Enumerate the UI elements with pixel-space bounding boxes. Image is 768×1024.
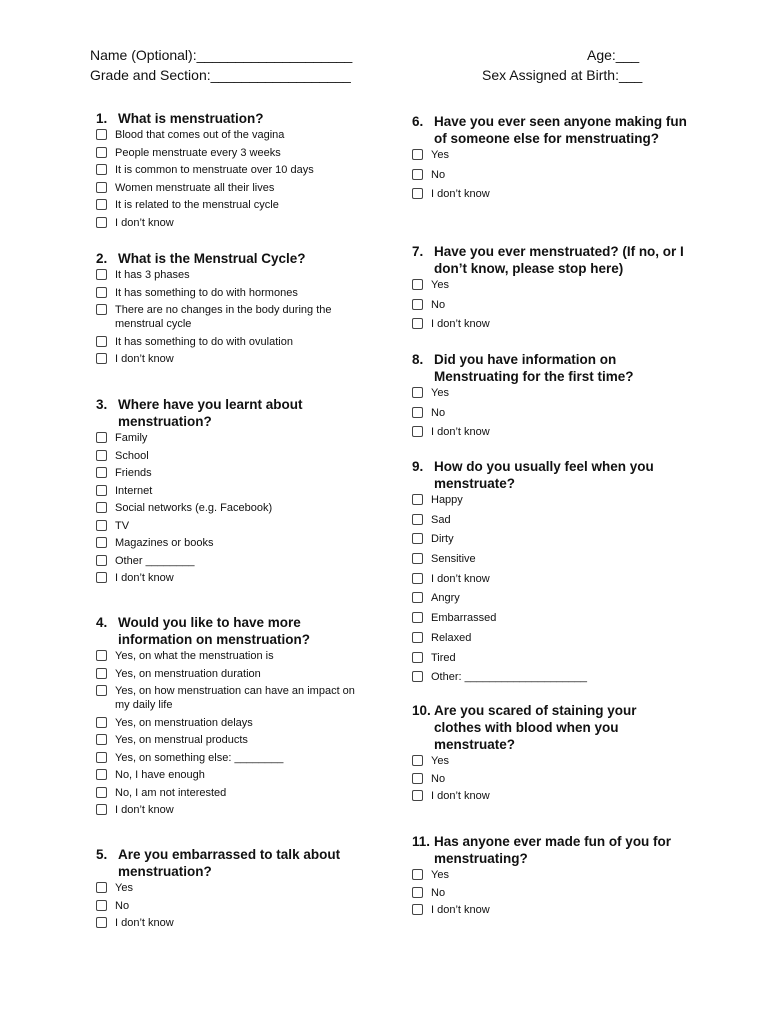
option-label: Yes [431, 279, 449, 291]
option-label: I don’t know [115, 216, 174, 229]
question-number: 10. [412, 703, 431, 718]
option-label: Sad [431, 513, 451, 526]
option-label: Yes [431, 869, 449, 881]
question-number: 5. [96, 847, 108, 862]
answer-option[interactable] [412, 552, 672, 566]
question-11-title [412, 833, 692, 867]
checkbox[interactable] [412, 904, 423, 915]
checkbox[interactable] [96, 269, 107, 280]
option-label: No [431, 886, 446, 899]
option-label: Internet [115, 484, 153, 497]
option-label: I don’t know [431, 572, 490, 585]
answer-option[interactable] [96, 716, 366, 730]
question-5 [96, 846, 366, 934]
question-4-options [96, 649, 366, 817]
checkbox[interactable] [412, 773, 423, 784]
checkbox[interactable] [96, 502, 107, 513]
answer-option[interactable] [96, 751, 366, 765]
option-label: Other ________ [115, 554, 195, 567]
option-label: Yes [115, 882, 133, 894]
answer-option[interactable] [96, 449, 336, 463]
option-label: TV [115, 519, 130, 532]
option-label: Dirty [431, 533, 454, 546]
answer-option[interactable] [412, 513, 672, 527]
option-label: School [115, 449, 149, 462]
question-1-options [96, 128, 376, 230]
question-10-options [412, 754, 662, 803]
question-7-options [412, 278, 687, 331]
answer-option[interactable] [412, 168, 687, 182]
checkbox[interactable] [412, 790, 423, 801]
option-label: No, I am not interested [115, 786, 227, 799]
option-label: I don’t know [431, 318, 490, 330]
option-label: No [431, 298, 446, 311]
option-label: No [431, 168, 446, 181]
answer-option[interactable] [96, 519, 336, 533]
age-field[interactable]: Age:___ [587, 47, 640, 63]
answer-option[interactable] [96, 484, 336, 498]
checkbox[interactable] [96, 650, 107, 661]
question-4 [96, 614, 366, 821]
question-text: What is the Menstrual Cycle? [118, 251, 306, 266]
checkbox[interactable] [412, 279, 423, 290]
checkbox[interactable] [96, 336, 107, 347]
question-text: Where have you learnt about menstruation? [118, 397, 303, 429]
answer-option[interactable] [412, 903, 692, 917]
checkbox[interactable] [96, 182, 107, 193]
question-2-title [96, 250, 366, 267]
question-5-title [96, 846, 366, 880]
question-number: 11. [412, 834, 431, 849]
question-5-options [96, 881, 366, 930]
answer-option[interactable] [96, 536, 336, 550]
question-7-title [412, 243, 687, 277]
question-10-title [412, 702, 662, 753]
checkbox[interactable] [412, 387, 423, 398]
answer-option[interactable] [96, 554, 336, 568]
answer-option[interactable] [96, 916, 366, 930]
question-text: Would you like to have more information on menstruation? [118, 615, 310, 647]
answer-option[interactable] [96, 146, 376, 160]
question-number: 3. [96, 397, 108, 412]
answer-option[interactable] [412, 868, 692, 882]
checkbox[interactable] [412, 671, 423, 682]
option-label: Angry [431, 592, 460, 605]
option-label: Yes [431, 755, 449, 767]
checkbox[interactable] [412, 573, 423, 584]
answer-option[interactable] [412, 591, 672, 605]
question-8-options [412, 386, 662, 439]
option-label: I don’t know [115, 353, 174, 365]
answer-option[interactable] [412, 298, 687, 312]
question-text: Are you embarrassed to talk about menstruation? [118, 847, 341, 879]
checkbox[interactable] [96, 882, 107, 893]
question-4-title [96, 614, 366, 648]
checkbox[interactable] [412, 149, 423, 160]
checkbox[interactable] [96, 287, 107, 298]
name-field[interactable]: Name (Optional):____________________ [90, 47, 353, 63]
checkbox[interactable] [96, 752, 107, 763]
question-text: Are you scared of staining your clothes with blood when you menstruate? [434, 703, 637, 752]
option-label: No [115, 899, 130, 912]
option-label: Yes, on how menstruation can have an impact on my daily life [115, 685, 355, 711]
option-label: Happy [431, 494, 463, 506]
answer-option[interactable] [96, 786, 366, 800]
option-label: Yes, on menstruation delays [115, 716, 253, 729]
option-label: Magazines or books [115, 537, 214, 549]
question-6-title [412, 113, 687, 147]
checkbox[interactable] [96, 450, 107, 461]
question-text: How do you usually feel when you menstruate? [434, 459, 654, 491]
checkbox[interactable] [96, 787, 107, 798]
option-label: It has something to do with hormones [115, 286, 298, 299]
question-1 [96, 110, 376, 233]
question-7 [412, 243, 687, 337]
checkbox[interactable] [412, 299, 423, 310]
question-3-options [96, 431, 336, 585]
answer-option[interactable] [412, 493, 672, 507]
answer-option[interactable] [412, 278, 687, 292]
option-label: Women menstruate all their lives [115, 181, 275, 194]
checkbox[interactable] [96, 217, 107, 228]
checkbox[interactable] [96, 917, 107, 928]
checkbox[interactable] [412, 533, 423, 544]
option-label: It has 3 phases [115, 269, 190, 281]
question-10 [412, 702, 662, 807]
question-number: 6. [412, 114, 424, 129]
option-label: I don’t know [431, 188, 490, 200]
option-label: Yes, on menstruation duration [115, 667, 261, 680]
answer-option[interactable] [412, 651, 672, 665]
checkbox[interactable] [96, 668, 107, 679]
answer-option[interactable] [96, 352, 366, 366]
checkbox[interactable] [96, 520, 107, 531]
answer-option[interactable] [96, 181, 376, 195]
option-label: Family [115, 432, 148, 444]
option-label: Other: ____________________ [431, 671, 587, 684]
answer-option[interactable] [96, 163, 376, 177]
answer-option[interactable] [96, 571, 336, 585]
answer-option[interactable] [412, 789, 662, 803]
question-text: Has anyone ever made fun of you for menstruating? [434, 834, 672, 866]
checkbox[interactable] [96, 572, 107, 583]
answer-option[interactable] [96, 431, 336, 445]
answer-option[interactable] [412, 317, 687, 331]
checkbox[interactable] [96, 555, 107, 566]
checkbox[interactable] [412, 612, 423, 623]
answer-option[interactable] [96, 128, 376, 142]
answer-option[interactable] [412, 611, 672, 625]
question-3 [96, 396, 336, 589]
answer-option[interactable] [96, 881, 366, 895]
question-6 [412, 113, 687, 207]
question-9-options [412, 493, 672, 684]
checkbox[interactable] [412, 592, 423, 603]
answer-option[interactable] [96, 501, 336, 515]
option-label: Yes [431, 149, 449, 161]
option-label: It has something to do with ovulation [115, 335, 293, 348]
option-label: It is common to menstruate over 10 days [115, 164, 314, 176]
answer-option[interactable] [96, 335, 366, 349]
checkbox[interactable] [96, 353, 107, 364]
option-label: No, I have enough [115, 769, 205, 781]
answer-option[interactable] [96, 466, 336, 480]
question-1-title [96, 110, 376, 127]
checkbox[interactable] [412, 887, 423, 898]
answer-option[interactable] [96, 803, 366, 817]
question-text: Have you ever menstruated? (If no, or I don’t know, please stop here) [434, 244, 684, 276]
question-8-title [412, 351, 662, 385]
checkbox[interactable] [412, 755, 423, 766]
question-2 [96, 250, 366, 370]
question-number: 2. [96, 251, 108, 266]
option-label: It is related to the menstrual cycle [115, 199, 279, 211]
question-6-options [412, 148, 687, 201]
option-label: There are no changes in the body during the menstrual cycle [115, 304, 332, 330]
question-text: What is menstruation? [118, 111, 264, 126]
option-label: No [431, 772, 446, 785]
checkbox[interactable] [96, 717, 107, 728]
answer-option[interactable] [96, 768, 366, 782]
question-text: Did you have information on Menstruating for the first time? [434, 352, 634, 384]
checkbox[interactable] [96, 199, 107, 210]
answer-option[interactable] [412, 631, 672, 645]
option-label: I don’t know [115, 917, 174, 929]
answer-option[interactable] [96, 684, 366, 712]
answer-option[interactable] [96, 268, 366, 282]
answer-option[interactable] [412, 886, 692, 900]
question-number: 9. [412, 459, 424, 474]
option-label: People menstruate every 3 weeks [115, 146, 281, 159]
checkbox[interactable] [96, 164, 107, 175]
checkbox[interactable] [412, 426, 423, 437]
checkbox[interactable] [96, 304, 107, 315]
option-label: I don’t know [431, 790, 490, 802]
checkbox[interactable] [96, 147, 107, 158]
checkbox[interactable] [96, 432, 107, 443]
answer-option[interactable] [412, 670, 672, 684]
question-number: 8. [412, 352, 424, 367]
answer-option[interactable] [96, 733, 366, 747]
checkbox[interactable] [96, 467, 107, 478]
grade-section-field[interactable]: Grade and Section:__________________ [90, 67, 351, 83]
question-3-title [96, 396, 336, 430]
checkbox[interactable] [96, 485, 107, 496]
option-label: Yes, on what the menstruation is [115, 650, 274, 662]
sex-at-birth-field[interactable]: Sex Assigned at Birth:___ [482, 67, 643, 83]
question-11 [412, 833, 692, 921]
option-label: Yes, on menstrual products [115, 734, 248, 746]
checkbox[interactable] [96, 769, 107, 780]
answer-option[interactable] [412, 572, 672, 586]
option-label: Sensitive [431, 553, 476, 566]
answer-option[interactable] [412, 425, 662, 439]
question-9-title [412, 458, 672, 492]
option-label: I don’t know [115, 572, 174, 584]
answer-option[interactable] [96, 667, 366, 681]
answer-option[interactable] [412, 386, 662, 400]
answer-option[interactable] [96, 899, 366, 913]
checkbox[interactable] [412, 188, 423, 199]
question-8 [412, 351, 662, 445]
question-9 [412, 458, 672, 690]
checkbox[interactable] [412, 514, 423, 525]
option-label: Embarrassed [431, 612, 497, 625]
option-label: Relaxed [431, 631, 472, 644]
question-text: Have you ever seen anyone making fun of someone else for menstruating? [434, 114, 687, 146]
question-number: 4. [96, 615, 108, 630]
question-11-options [412, 868, 692, 917]
answer-option[interactable] [96, 286, 366, 300]
answer-option[interactable] [412, 406, 662, 420]
option-label: I don’t know [115, 804, 174, 816]
checkbox[interactable] [412, 553, 423, 564]
answer-option[interactable] [412, 772, 662, 786]
checkbox[interactable] [96, 734, 107, 745]
option-label: Yes, on something else: ________ [115, 751, 284, 764]
checkbox[interactable] [96, 685, 107, 696]
question-2-options [96, 268, 366, 366]
option-label: Yes [431, 387, 449, 399]
checkbox[interactable] [96, 900, 107, 911]
checkbox[interactable] [412, 869, 423, 880]
answer-option[interactable] [412, 532, 672, 546]
answer-option[interactable] [412, 148, 687, 162]
option-label: Tired [431, 651, 456, 664]
answer-option[interactable] [96, 649, 366, 663]
answer-option[interactable] [412, 187, 687, 201]
option-label: No [431, 406, 446, 419]
checkbox[interactable] [96, 537, 107, 548]
option-label: Social networks (e.g. Facebook) [115, 502, 273, 514]
checkbox[interactable] [412, 652, 423, 663]
answer-option[interactable] [96, 216, 376, 230]
checkbox[interactable] [412, 169, 423, 180]
answer-option[interactable] [412, 754, 662, 768]
checkbox[interactable] [412, 318, 423, 329]
option-label: Friends [115, 467, 152, 479]
question-number: 1. [96, 111, 108, 126]
checkbox[interactable] [96, 129, 107, 140]
option-label: Blood that comes out of the vagina [115, 129, 285, 141]
checkbox[interactable] [412, 632, 423, 643]
answer-option[interactable] [96, 303, 366, 331]
checkbox[interactable] [96, 804, 107, 815]
option-label: I don’t know [431, 426, 490, 438]
question-number: 7. [412, 244, 424, 259]
option-label: I don’t know [431, 904, 490, 916]
answer-option[interactable] [96, 198, 376, 212]
checkbox[interactable] [412, 407, 423, 418]
checkbox[interactable] [412, 494, 423, 505]
